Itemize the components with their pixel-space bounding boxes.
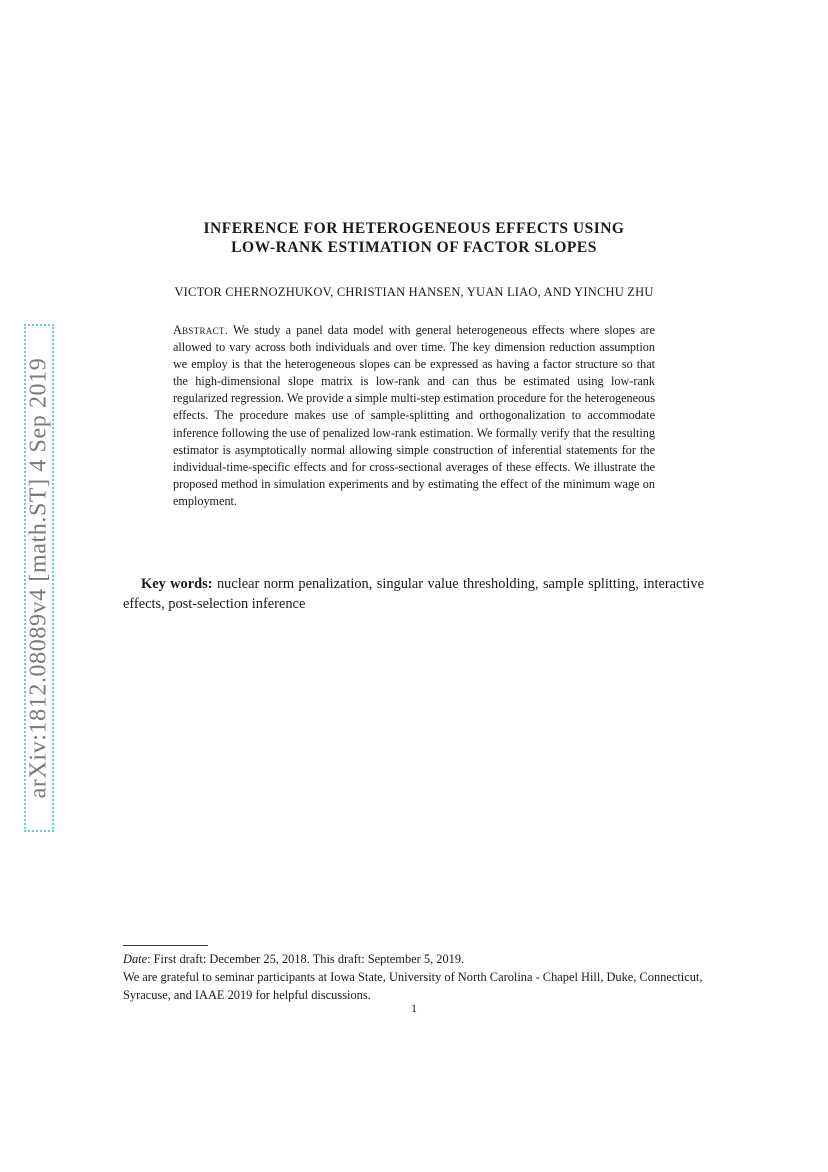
- footnote-acknowledgement: We are grateful to seminar participants at Iowa State, University of North Carolina - Chapel Hill, Duke, Connecticut, Syracuse, and IAAE 2019 for helpful discussions.: [123, 970, 703, 1002]
- author-list: VICTOR CHERNOZHUKOV, CHRISTIAN HANSEN, YUAN LIAO, AND YINCHU ZHU: [174, 285, 654, 299]
- abstract-section: [173, 322, 655, 510]
- paper-title: [110, 219, 718, 257]
- arxiv-identifier-stamp: [24, 324, 54, 832]
- keywords-body: nuclear norm penalization, singular value thresholding, sample splitting, interactive effects, post-selection inference: [123, 576, 704, 612]
- page-number: 1: [411, 1001, 417, 1015]
- paper-title-line-1: INFERENCE FOR HETEROGENEOUS EFFECTS USING: [203, 220, 625, 237]
- footnote-date: [123, 950, 708, 968]
- footnote-divider: [123, 945, 208, 946]
- abstract-body: We study a panel data model with general heterogeneous effects where slopes are allowed to vary across both individuals and over time. The key dimension reduction assumption we employ is that the heterogeneous slopes can be expressed as having a factor structure so that the high-dimensional slope matrix is low-rank and can thus be estimated using low-rank regularized regression. We provide a simple multi-step estimation procedure for the heterogeneous effects. The procedure makes use of sample-splitting and orthogonalization to accommodate inference following the use of penalized low-rank estimation. We formally verify that the resulting estimator is asymptotically normal allowing simple construction of inferential statements for the individual-time-specific effects and for cross-sectional averages of these effects. We illustrate the proposed method in simulation experiments and by estimating the effect of the minimum wage on employment.: [173, 323, 655, 508]
- footnote-date-label: Date: [123, 952, 148, 966]
- keywords-section: [123, 574, 704, 614]
- footnote-date-text: : First draft: December 25, 2018. This draft: September 5, 2019.: [147, 952, 465, 966]
- paper-title-line-2: LOW-RANK ESTIMATION OF FACTOR SLOPES: [231, 239, 597, 256]
- arxiv-identifier-text: arXiv:1812.08089v4 [math.ST] 4 Sep 2019: [25, 357, 52, 799]
- abstract-heading: Abstract.: [173, 323, 229, 337]
- footnotes-section: [123, 950, 708, 1004]
- keywords-heading: Key words:: [141, 576, 213, 592]
